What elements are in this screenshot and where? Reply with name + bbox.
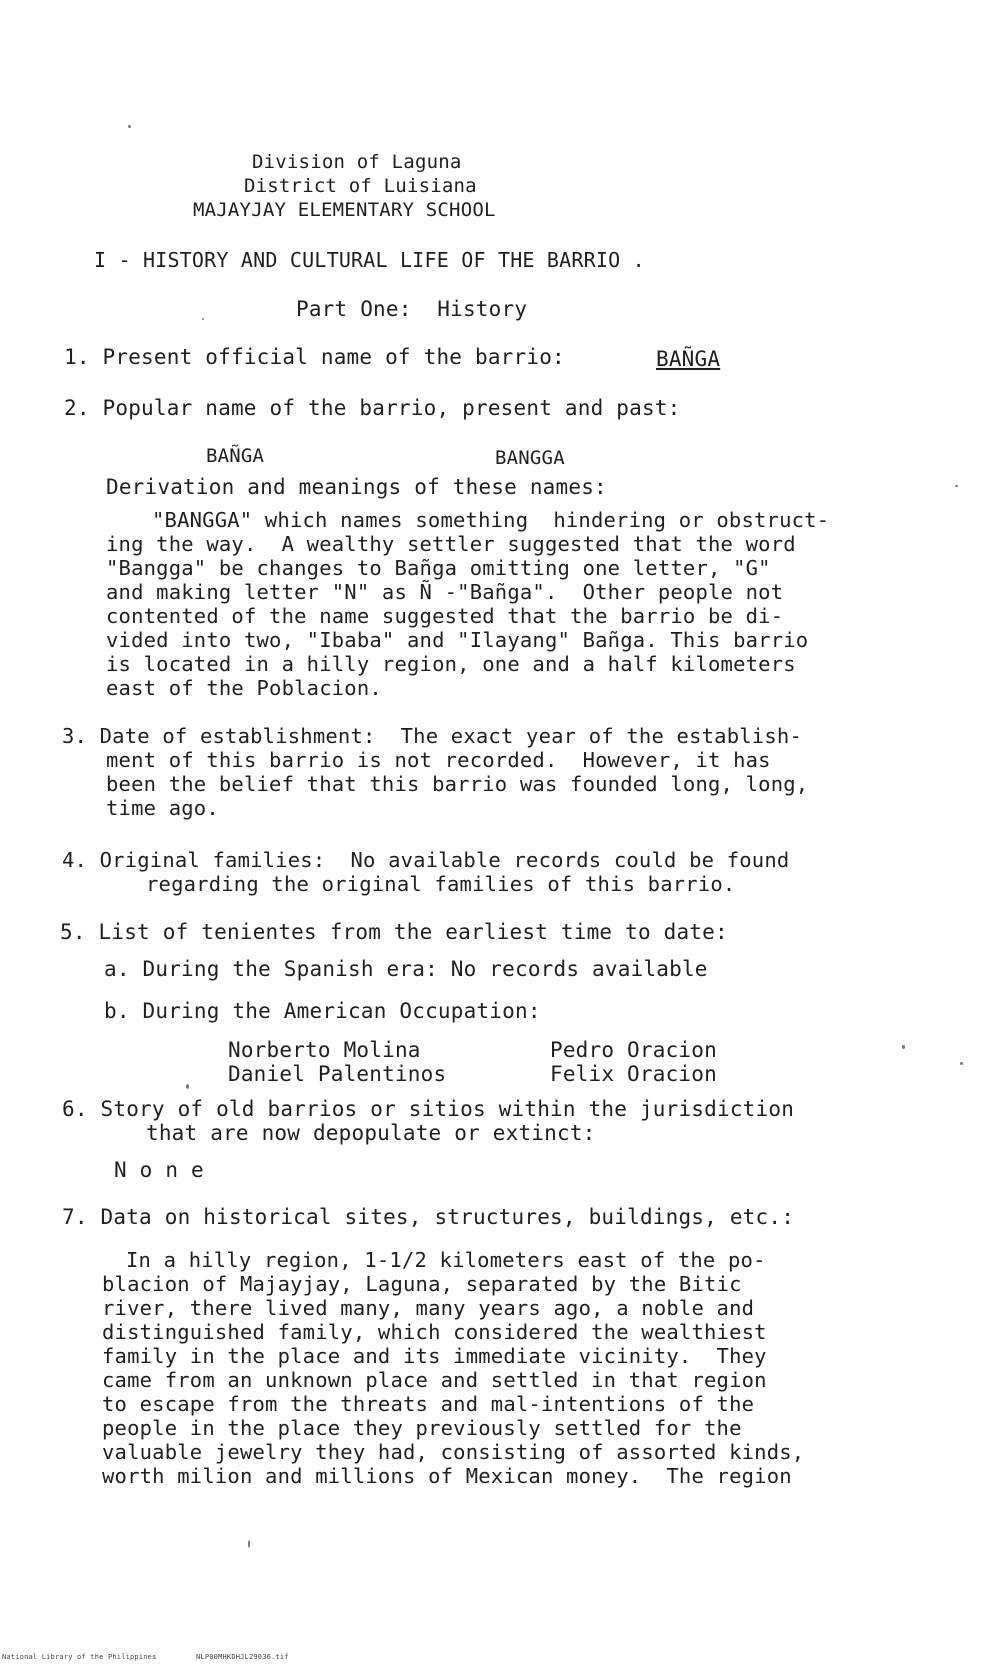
item-5-american-occupation: b. During the American Occupation:	[104, 999, 541, 1023]
footer-library: National Library of the Philippines	[2, 1653, 157, 1661]
school-heading: MAJAYJAY ELEMENTARY SCHOOL	[193, 199, 496, 221]
paragraph-line: to escape from the threats and mal-intentions of the	[102, 1392, 755, 1416]
item-2-derivation-label: Derivation and meanings of these names:	[106, 475, 607, 499]
teniente-name: Pedro Oracion	[550, 1038, 717, 1062]
scan-speck	[128, 125, 131, 128]
paragraph-line: "Bangga" be changes to Bañga omitting one letter, "G"	[106, 556, 771, 580]
paragraph-line: came from an unknown place and settled in that region	[102, 1368, 767, 1392]
item-2-name-b: BANGGA	[495, 447, 565, 469]
item-7-label: 7. Data on historical sites, structures, buildings, etc.:	[62, 1205, 795, 1229]
item-2-name-a: BAÑGA	[206, 445, 265, 467]
item-6-line: that are now depopulate or extinct:	[146, 1121, 596, 1145]
teniente-name: Daniel Palentinos	[228, 1062, 447, 1086]
paragraph-line: In a hilly region, 1-1/2 kilometers east of the po-	[126, 1248, 766, 1272]
paragraph-line: valuable jewelry they had, consisting of assorted kinds,	[102, 1440, 805, 1464]
division-heading: Division of Laguna	[252, 151, 462, 173]
item-3-line: time ago.	[106, 796, 219, 820]
paragraph-line: is located in a hilly region, one and a half kilometers	[106, 652, 796, 676]
scan-speck	[902, 1045, 905, 1049]
item-3-line: been the belief that this barrio was founded long, long,	[106, 772, 809, 796]
item-2-label: 2. Popular name of the barrio, present and past:	[64, 396, 681, 420]
part-title: Part One: History	[296, 297, 528, 321]
paragraph-line: blacion of Majayjay, Laguna, separated by the Bitic	[102, 1272, 742, 1296]
district-heading: District of Luisiana	[244, 175, 477, 197]
scan-speck	[202, 318, 204, 320]
item-6-value: N o n e	[114, 1158, 204, 1182]
item-6-line: 6. Story of old barrios or sitios within the jurisdiction	[62, 1097, 795, 1121]
section-title: I - HISTORY AND CULTURAL LIFE OF THE BARRIO .	[94, 248, 645, 272]
scan-speck	[955, 485, 958, 487]
paragraph-line: and making letter "N" as Ñ -"Bañga". Other people not	[106, 580, 784, 604]
item-3-line: 3. Date of establishment: The exact year of the establish-	[62, 724, 802, 748]
item-5-label: 5. List of tenientes from the earliest time to date:	[60, 920, 728, 944]
scan-speck	[186, 1084, 189, 1089]
item-3-line: ment of this barrio is not recorded. However, it has	[106, 748, 771, 772]
paragraph-line: worth milion and millions of Mexican money. The region	[102, 1464, 792, 1488]
paragraph-line: vided into two, "Ibaba" and "Ilayang" Bañga. This barrio	[106, 628, 809, 652]
paragraph-line: contented of the name suggested that the barrio be di-	[106, 604, 784, 628]
teniente-name: Felix Oracion	[550, 1062, 717, 1086]
paragraph-line: people in the place they previously settled for the	[102, 1416, 742, 1440]
paragraph-line: river, there lived many, many years ago, a noble and	[102, 1296, 755, 1320]
footer-file: NLP00MHKDHJL29036.tif	[196, 1653, 289, 1661]
item-1-label: 1. Present official name of the barrio:	[64, 345, 565, 369]
paragraph-line: "BANGGA" which names something hindering or obstruct-	[152, 508, 830, 532]
scan-speck	[248, 1540, 250, 1548]
item-4-line: 4. Original families: No available records could be found	[62, 848, 790, 872]
scan-speck	[960, 1062, 963, 1065]
paragraph-line: distinguished family, which considered the wealthiest	[102, 1320, 767, 1344]
item-5-spanish-era: a. During the Spanish era: No records available	[104, 957, 708, 981]
paragraph-line: ing the way. A wealthy settler suggested that the word	[106, 532, 796, 556]
teniente-name: Norberto Molina	[228, 1038, 421, 1062]
paragraph-line: family in the place and its immediate vicinity. They	[102, 1344, 767, 1368]
item-4-line: regarding the original families of this barrio.	[146, 872, 736, 896]
item-1-value: BAÑGA	[656, 347, 721, 371]
paragraph-line: east of the Poblacion.	[106, 676, 382, 700]
